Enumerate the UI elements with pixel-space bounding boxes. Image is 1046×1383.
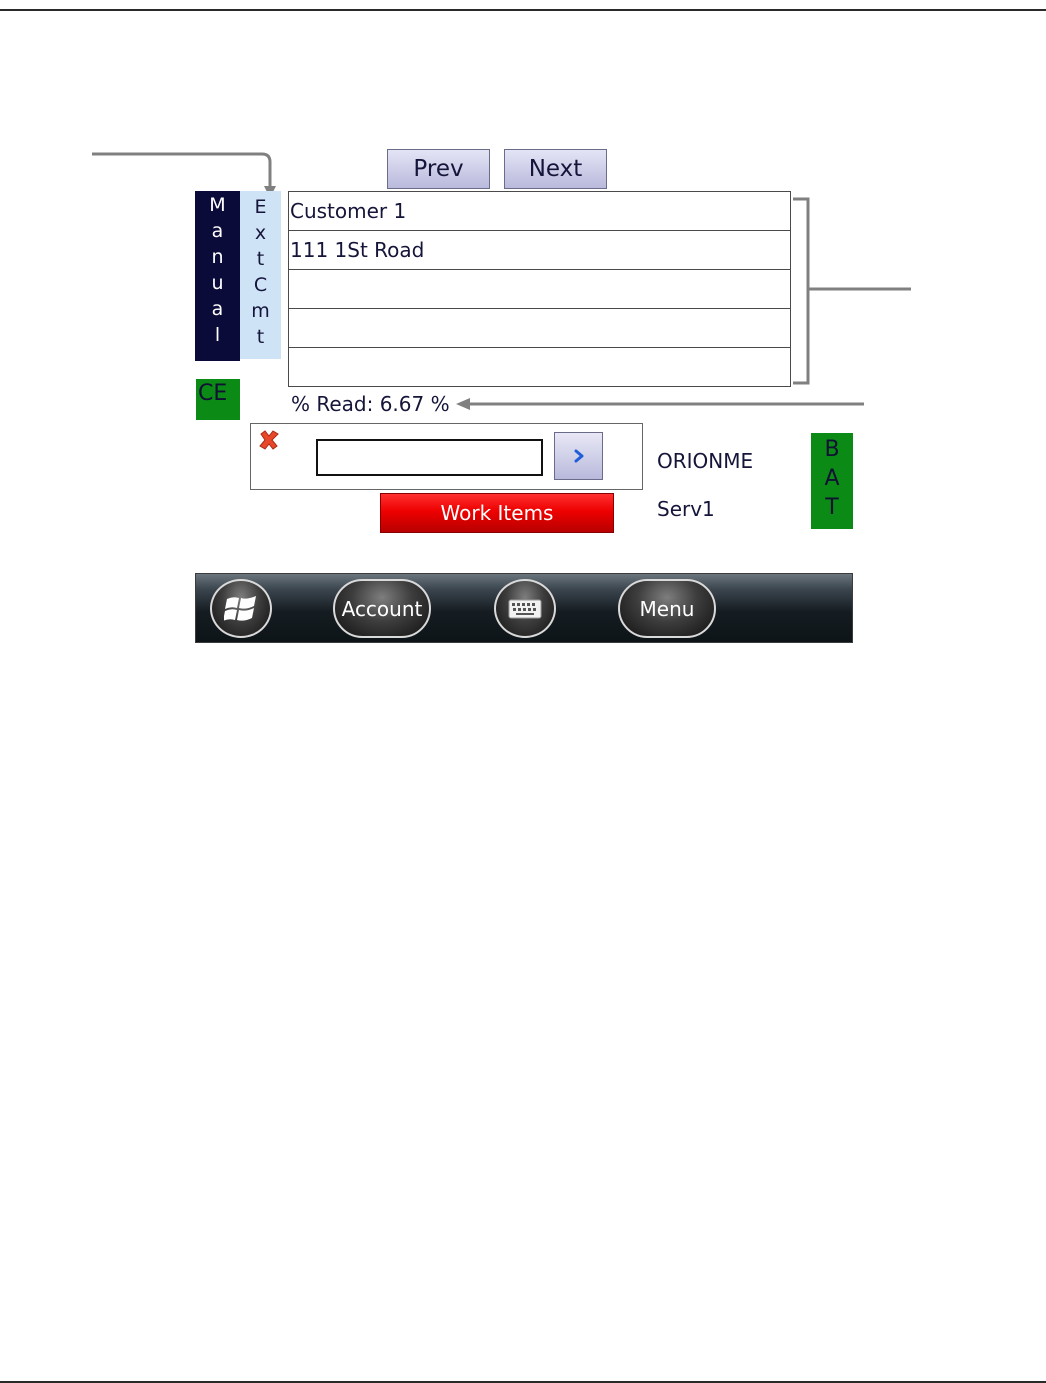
callout-list-bracket (793, 199, 808, 383)
ext-comment-button[interactable] (240, 191, 281, 359)
extcmt-letter: E (254, 196, 267, 218)
windows-logo-icon (224, 593, 258, 625)
extcmt-letter: t (256, 326, 265, 348)
battery-indicator (811, 433, 853, 529)
manual-letter: l (214, 324, 221, 346)
list-row-customer[interactable]: Customer 1 (289, 192, 790, 231)
menu-button[interactable]: Menu (618, 579, 716, 638)
server-name-label: Serv1 (657, 497, 715, 521)
next-button[interactable]: Next (504, 149, 607, 189)
search-panel (250, 423, 643, 490)
device-name-label: ORIONME (657, 449, 754, 473)
battery-letter: A (824, 466, 840, 491)
manual-letter: n (211, 246, 224, 268)
battery-letter: T (825, 495, 839, 520)
keyboard-button[interactable] (494, 579, 556, 638)
clear-x-icon[interactable] (258, 429, 280, 451)
percent-read-label: % Read: 6.67 % (291, 392, 450, 416)
ce-button[interactable]: CE (196, 379, 240, 420)
extcmt-letter: x (254, 222, 267, 244)
customer-info-list[interactable] (288, 191, 791, 387)
battery-letter: B (824, 437, 840, 462)
manual-letter: M (209, 194, 226, 216)
list-row[interactable] (289, 348, 790, 387)
manual-letter: a (211, 220, 224, 242)
account-button[interactable]: Account (333, 579, 431, 638)
search-input[interactable] (316, 439, 543, 476)
callout-extcmt-line (92, 154, 270, 186)
callout-pct-arrowhead (456, 398, 470, 410)
work-items-button[interactable]: Work Items (380, 493, 614, 533)
manual-letter: u (211, 272, 224, 294)
extcmt-letter: t (256, 248, 265, 270)
manual-letter: a (211, 298, 224, 320)
start-button[interactable] (210, 579, 272, 638)
extcmt-letter: C (253, 274, 268, 296)
go-button[interactable] (554, 432, 603, 480)
list-row[interactable] (289, 270, 790, 309)
keyboard-icon (508, 599, 542, 619)
manual-button[interactable] (195, 191, 240, 361)
taskbar (195, 573, 853, 643)
extcmt-letter: m (251, 300, 270, 322)
prev-button[interactable]: Prev (387, 149, 490, 189)
list-row[interactable] (289, 309, 790, 348)
list-row-address[interactable]: 111 1St Road (289, 231, 790, 270)
chevron-right-icon (572, 448, 586, 464)
